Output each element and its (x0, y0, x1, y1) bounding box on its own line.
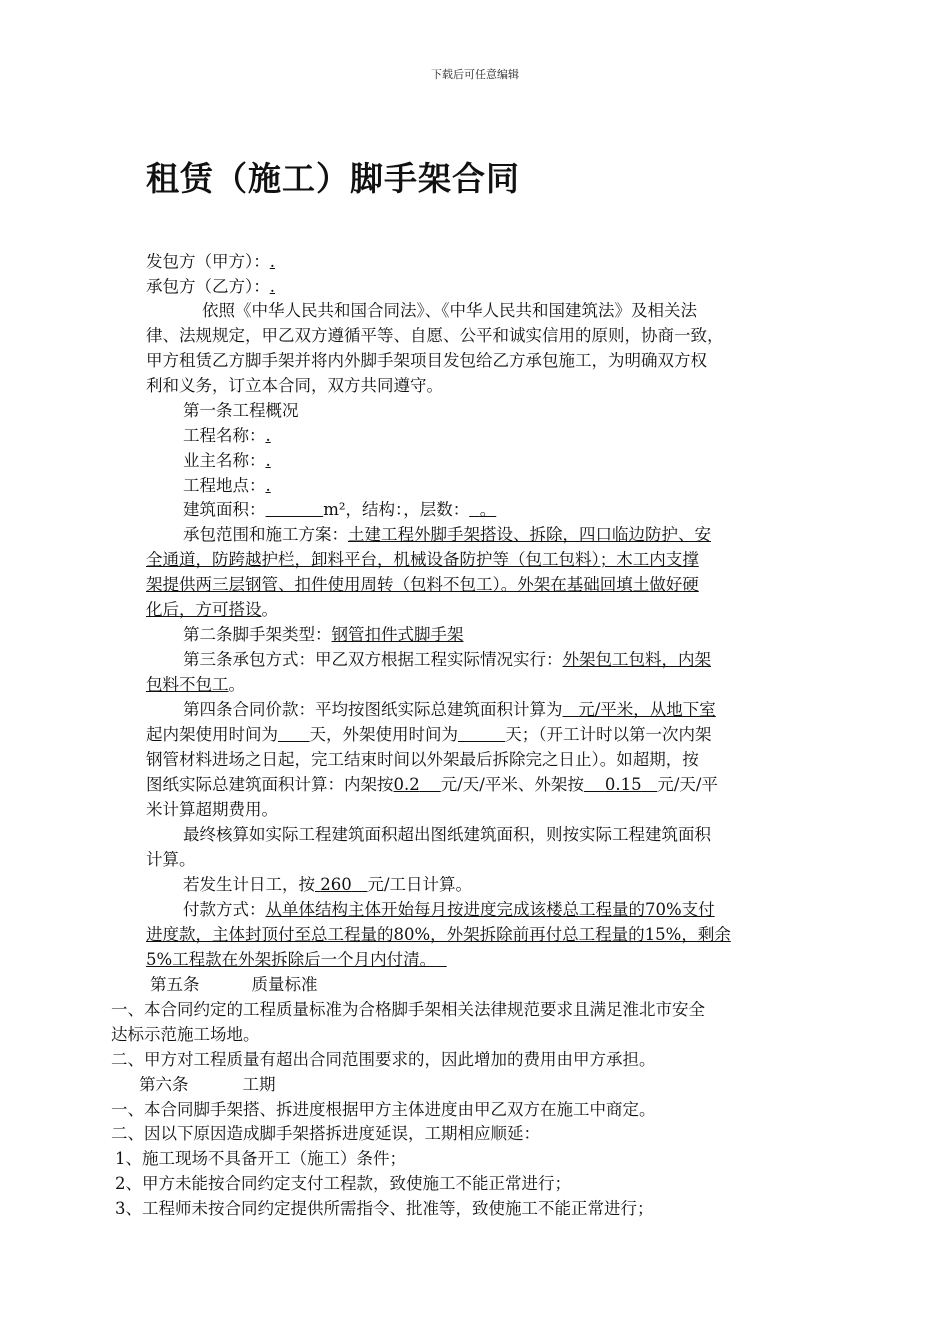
document-title: 租赁（施工）脚手架合同 (146, 159, 520, 198)
scope-line: 承包范围和施工方案：土建工程外脚手架搭设、拆除，四口临边防护、安 (183, 525, 711, 544)
scope-line: 架提供两三层钢管、扣件使用周转（包料不包工）。外架在基础回填土做好硬 (146, 575, 699, 594)
intro-line: 律、法规规定，甲乙双方遵循平等、自愿、公平和诚实信用的原则，协商一致， (146, 326, 724, 345)
project-name: 工程名称：. (183, 426, 271, 445)
article-5-line: 一、本合同约定的工程质量标准为合格脚手架相关法律规范要求且满足淮北市安全 (111, 1000, 705, 1019)
day-rate: 260 (320, 875, 352, 894)
article-4-line: 第四条合同价款：平均按图纸实际总建筑面积计算为 元/平米，从地下室 (183, 700, 716, 719)
page-header: 下载后可任意编辑 (431, 68, 519, 81)
article-3: 第三条承包方式：甲乙双方根据工程实际情况实行：外架包工包料，内架 (183, 650, 711, 669)
article-6-item: 2、甲方未能按合同约定支付工程款，致使施工不能正常进行； (115, 1174, 571, 1193)
owner-name: 业主名称：. (183, 451, 271, 470)
article-6-item: 1、施工现场不具备开工（施工）条件； (115, 1149, 406, 1168)
scope-line: 全通道，防跨越护栏，卸料平台，机械设备防护等（包工包料）；木工内支撑 (146, 550, 699, 569)
intro-line: 依照《中华人民共和国合同法》、《中华人民共和国建筑法》及相关法 (202, 301, 697, 320)
article-6-heading: 第六条 工期 (139, 1075, 276, 1094)
article-4-line: 若发生计日工，按 260 元/工日计算。 (183, 875, 473, 894)
article-5-line: 达标示范施工场地。 (111, 1025, 260, 1044)
inner-rate: 0.2 (393, 775, 420, 794)
article-6-item: 3、工程师未按合同约定提供所需指令、批准等，致使施工不能正常进行； (115, 1199, 654, 1218)
payment-line: 5%工程款在外架拆除后一个月内付清。 (146, 950, 437, 969)
article-4-line: 图纸实际总建筑面积计算：内架按0.2 元/天/平米、外架按 0.15 元/天/平 (146, 775, 718, 794)
article-4-line: 最终核算如实际工程建筑面积超出图纸建筑面积，则按实际工程建筑面积 (183, 825, 711, 844)
outer-rate: 0.15 (604, 775, 642, 794)
building-area: 建筑面积： m²，结构：，层数： 。 (183, 500, 497, 519)
intro-line: 甲方租赁乙方脚手架并将内外脚手架项目发包给乙方承包施工，为明确双方权 (146, 351, 707, 370)
payment-line: 进度款，主体封顶付至总工程量的80%，外架拆除前再付总工程量的15%，剩余 (146, 925, 731, 944)
project-location: 工程地点：. (183, 476, 271, 495)
article-6-line: 二、因以下原因造成脚手架搭拆进度延误，工期相应顺延： (111, 1124, 540, 1143)
article-4-line: 计算。 (146, 850, 196, 869)
scope-line: 化后，方可搭设。 (146, 600, 278, 619)
article-6-line: 一、本合同脚手架搭、拆进度根据甲方主体进度由甲乙双方在施工中商定。 (111, 1100, 656, 1119)
article-4-line: 钢管材料进场之日起，完工结束时间以外架最后拆除完之日止）。如超期，按 (146, 750, 699, 769)
article-1-heading: 第一条工程概况 (183, 401, 299, 420)
article-2: 第二条脚手架类型：钢管扣件式脚手架 (183, 625, 464, 644)
article-4-line: 起内架使用时间为 天，外架使用时间为 天；（开工计时以第一次内架 (146, 725, 712, 744)
article-4-line: 米计算超期费用。 (146, 800, 278, 819)
intro-line: 利和义务，订立本合同，双方共同遵守。 (146, 376, 443, 395)
article-3-cont: 包料不包工。 (146, 675, 245, 694)
party-b: 承包方（乙方）：. (146, 277, 275, 296)
article-5-heading: 第五条 质量标准 (150, 975, 318, 994)
party-a: 发包方（甲方）：. (146, 252, 275, 271)
article-5-line: 二、甲方对工程质量有超出合同范围要求的，因此增加的费用由甲方承担。 (111, 1050, 656, 1069)
payment-line: 付款方式：从单体结构主体开始每月按进度完成该楼总工程量的70%支付 (183, 900, 715, 919)
